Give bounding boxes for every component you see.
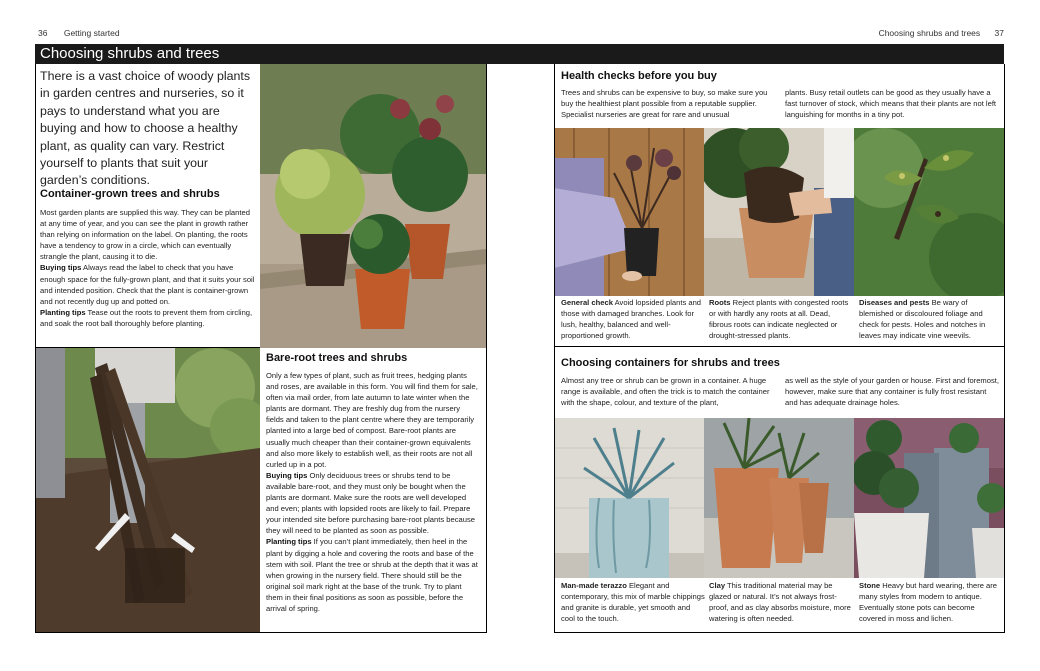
clay-caption — [709, 580, 853, 624]
terazzo-caption — [561, 580, 705, 624]
right-page-number: 37 — [994, 28, 1004, 38]
left-running-head: Getting started — [63, 28, 120, 38]
caption-text: Elegant and contemporary, this mix of marble chippings and granite is durable, yet smooth and cool to the touch. — [561, 581, 705, 624]
health-col-1: Trees and shrubs can be expensive to buy, so make sure you buy the healthiest plant possible from a reputable supplier. Specialist nurseries are great for rare and unusual — [561, 88, 768, 120]
bare-root-buying-text: Only deciduous trees or shrubs tend to be available bare-root, and they must only be bought when the plants are dormant. Make sure the roots are well developed and even; plants with lopsided roots are likely to fail. Prepare your intended site before purchasing bare-root plants because they will need to be planted as soon as possible. — [266, 470, 475, 536]
containers-col-1: Almost any tree or shrub can be grown in a container. A huge range is available, and often the trick is to match the container with the shape, colour, and texture of the plant, — [561, 376, 770, 408]
page-title: Choosing shrubs and trees — [40, 45, 220, 62]
rule-bottom-left — [35, 632, 487, 633]
planting-tips-label: Planting tips — [40, 307, 86, 317]
bare-root-buying-label: Buying tips — [266, 470, 308, 480]
general-check-photo — [554, 128, 704, 296]
stone-container-photo — [854, 418, 1004, 578]
caption-text: This traditional material may be glazed or natural. It’s not always frost-proof, and as clay absorbs moisture, more watering is often needed. — [709, 581, 851, 624]
caption-label: Diseases and pests — [859, 298, 930, 307]
buying-tips-label: Buying tips — [40, 263, 82, 273]
bare-root-planting-text: If you can’t plant immediately, then heel in the plant by digging a hole and covering the roots and base of the stem with soil. Plant the tree or shrub at the depth that it was at when growing in the nursery field. There should still be the original soil mark right at the base of the trunk. Try to plant them in their final positions as soon as possible, before the arrival of spring. — [266, 537, 478, 613]
left-page-number: 36 — [38, 28, 48, 38]
general-check-caption — [561, 297, 705, 341]
bare-root-heading: Bare-root trees and shrubs — [266, 352, 408, 364]
health-checks-heading: Health checks before you buy — [561, 70, 717, 82]
diseases-pests-photo — [854, 128, 1004, 296]
caption-text: Avoid lopsided plants and those with damaged branches. Look for lush, healthy, balanced and well-proportioned growth. — [561, 298, 702, 341]
planting-tips-text: Tease out the roots to prevent them from circling, and soak the root ball thoroughly before planting. — [40, 307, 253, 328]
rule-gutter-left — [486, 64, 487, 633]
caption-label: Clay — [709, 581, 726, 590]
bare-root-plants-photo — [35, 348, 260, 633]
rule-left-edge — [35, 64, 36, 633]
health-col-2: plants. Busy retail outlets can be good as they usually have a fast turnover of stock, which means that their plants are not left languishing for months in a tiny pot. — [785, 88, 997, 120]
containers-section — [561, 357, 1001, 408]
container-grown-heading: Container-grown trees and shrubs — [40, 188, 220, 200]
intro-paragraph: There is a vast choice of woody plants in garden centres and nurseries, so it pays to understand what you are buying and how to choose a healthy plant, as quality can vary. Restrict yourself to plants that suit your garden’s conditions. — [40, 69, 251, 188]
right-folio — [879, 28, 1004, 38]
left-folio — [38, 28, 120, 38]
rule-right-col-left — [554, 64, 555, 633]
bare-root-planting-label: Planting tips — [266, 537, 312, 547]
bare-root-text — [266, 370, 478, 614]
rule-health-bottom — [554, 346, 1005, 347]
container-grown-intro: Most garden plants are supplied this way. They can be planted at any time of year, and you can see the plant in growth rather than relying on information on the label. On planting, the roots have a tendency to grow in a circle, which can eventually strangle the plant, causing it to die. — [40, 208, 250, 262]
rule-left-top — [35, 347, 260, 348]
clay-container-photo — [704, 418, 854, 578]
terazzo-container-photo — [554, 418, 704, 578]
bare-root-section — [266, 352, 478, 614]
title-bar — [35, 44, 1004, 64]
container-grown-text — [40, 207, 256, 329]
caption-label: General check — [561, 298, 613, 307]
containers-heading: Choosing containers for shrubs and trees — [561, 357, 780, 369]
caption-label: Stone — [859, 581, 881, 590]
health-checks-section — [561, 70, 1001, 120]
caption-text: Reject plants with congested roots or with hardly any roots at all. Dead, fibrous roots can indicate neglected or drought-stressed plants. — [709, 298, 849, 341]
caption-text: Heavy but hard wearing, there are many styles from modern to antique. Eventually stone pots can become covered in moss and lichen. — [859, 581, 998, 624]
containers-col-2: as well as the style of your garden or house. First and foremost, however, make sure that any container is fully frost resistant and has adequate drainage holes. — [785, 376, 999, 408]
container-grown-section — [40, 188, 256, 329]
rule-bottom-right — [554, 632, 1005, 633]
buying-tips-text: Always read the label to check that you have enough space for the fully-grown plant, and that it suits your soil and intended position. Check that the plant is container-grown and not recently dug up and potted on. — [40, 263, 255, 306]
diseases-caption — [859, 297, 1003, 341]
caption-label: Man-made terazzo — [561, 581, 627, 590]
rule-right-edge — [1004, 64, 1005, 633]
potted-shrubs-photo — [260, 64, 486, 348]
caption-label: Roots — [709, 298, 731, 307]
roots-caption — [709, 297, 853, 341]
right-running-head: Choosing shrubs and trees — [878, 28, 981, 38]
bare-root-intro: Only a few types of plant, such as fruit trees, hedging plants and roses, are available in this form. You will find them for sale, often via mail order, from late autumn to late winter when the plants are dormant. They are freshly dug from the nursery fields and taken to the plant centre where they are temporarily planted into a large bed of compost. Bare-root plants are usually much cheaper than their container-grown equivalents and also more likely to establish well, as their roots are not all curled up in a pot. — [266, 371, 478, 469]
roots-photo — [704, 128, 854, 296]
caption-text: Be wary of blemished or discoloured foliage and check for pests. Holes and notches in leaves may indicate vine weevils. — [859, 298, 986, 341]
stone-caption — [859, 580, 1003, 624]
